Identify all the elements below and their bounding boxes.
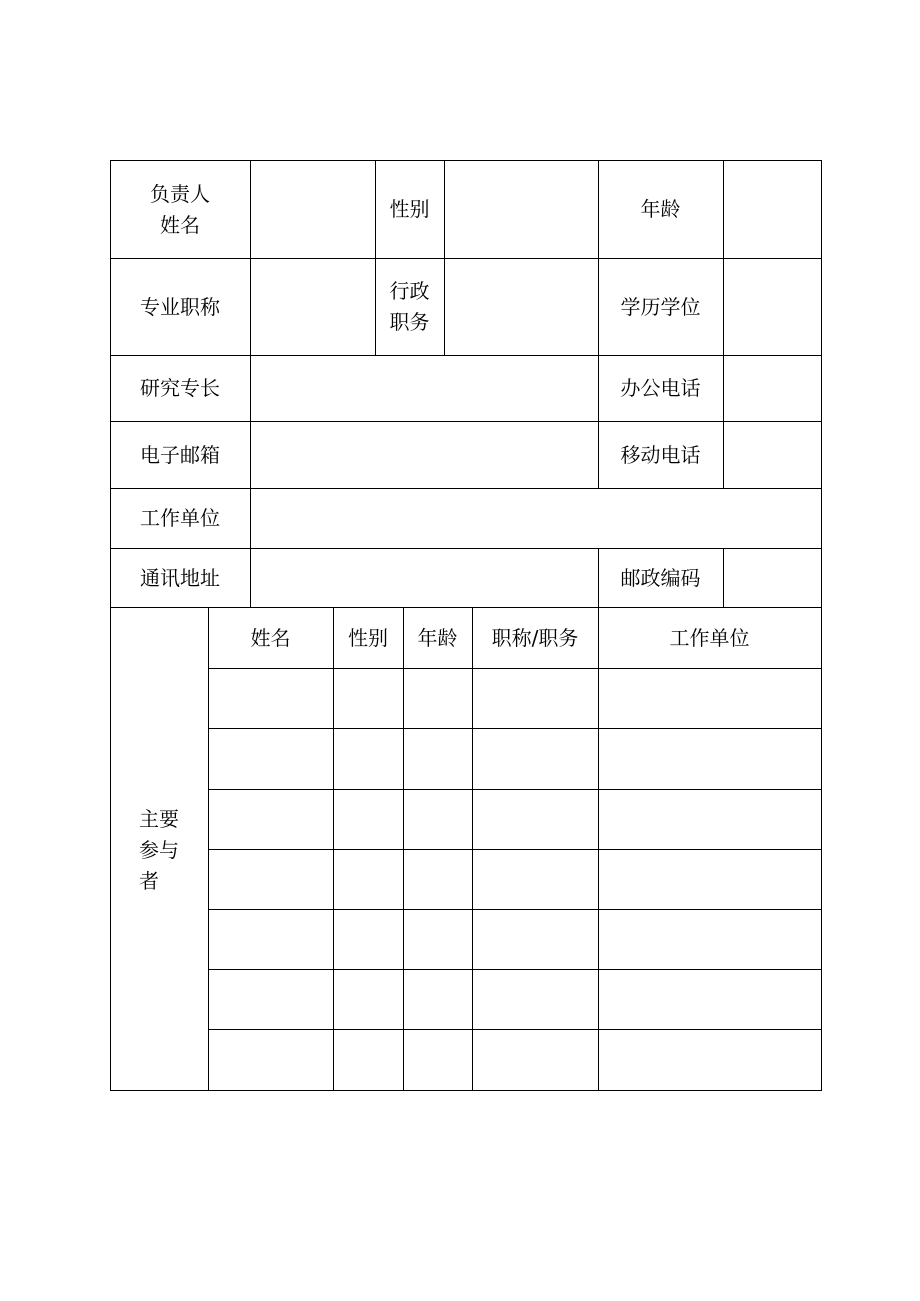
participant-age-cell[interactable]: [404, 850, 472, 909]
participants-header-age: [403, 607, 472, 668]
leader-name-label-line2: 姓名: [160, 212, 200, 237]
age-field[interactable]: [724, 161, 821, 258]
work-unit-label-text: 工作单位: [140, 506, 220, 530]
participants-label-line3: 者: [139, 868, 159, 893]
participant-gender-cell[interactable]: [334, 729, 403, 789]
participant-gender-cell[interactable]: [334, 850, 403, 909]
participant-age-cell[interactable]: [404, 970, 472, 1029]
participant-work-unit-cell[interactable]: [599, 910, 821, 969]
participant-age-cell[interactable]: [404, 1030, 472, 1090]
participant-work-unit-cell[interactable]: [599, 850, 821, 909]
mailing-address-label: [110, 548, 250, 607]
participant-work-unit-cell[interactable]: [599, 729, 821, 789]
leader-name-label: [110, 160, 250, 258]
postal-code-label-text: 邮政编码: [620, 565, 701, 590]
professional-title-field[interactable]: [251, 259, 375, 355]
postal-code-field[interactable]: [724, 549, 821, 607]
research-specialty-label-text: 研究专长: [140, 376, 220, 400]
research-specialty-field[interactable]: [251, 356, 598, 421]
participant-age-cell[interactable]: [404, 669, 472, 728]
participant-name-cell[interactable]: [209, 790, 333, 849]
admin-post-label-line1: 行政: [389, 279, 430, 303]
participant-age-cell[interactable]: [404, 729, 472, 789]
header-age-text: 年龄: [417, 625, 458, 650]
participant-title-cell[interactable]: [473, 1030, 598, 1090]
leader-name-label-line1: 负责人: [150, 181, 210, 206]
participant-name-cell[interactable]: [209, 970, 333, 1029]
participant-title-cell[interactable]: [473, 910, 598, 969]
participants-header-name: [208, 607, 333, 668]
mobile-phone-field[interactable]: [724, 422, 821, 488]
participant-age-cell[interactable]: [404, 910, 472, 969]
participant-title-cell[interactable]: [473, 729, 598, 789]
participant-work-unit-cell[interactable]: [599, 669, 821, 728]
office-phone-field[interactable]: [724, 356, 821, 421]
education-field[interactable]: [724, 259, 821, 355]
participant-gender-cell[interactable]: [334, 790, 403, 849]
age-label-text: 年龄: [640, 197, 681, 221]
mailing-address-label-text: 通讯地址: [140, 565, 220, 590]
participant-gender-cell[interactable]: [334, 669, 403, 728]
participant-title-cell[interactable]: [473, 669, 598, 728]
participants-label-line2: 参与: [139, 837, 179, 862]
participants-header-work-unit: [598, 607, 821, 668]
office-phone-label: [598, 355, 723, 421]
office-phone-label-text: 办公电话: [620, 376, 701, 400]
education-label-text: 学历学位: [620, 294, 701, 319]
admin-post-field[interactable]: [445, 259, 598, 355]
participants-label-line1: 主要: [139, 806, 179, 831]
participants-section-label: [110, 607, 208, 1090]
participant-name-cell[interactable]: [209, 850, 333, 909]
work-unit-label: [110, 488, 250, 548]
mobile-phone-label-text: 移动电话: [620, 442, 701, 467]
participant-title-cell[interactable]: [473, 790, 598, 849]
participant-name-cell[interactable]: [209, 910, 333, 969]
research-specialty-label: [110, 355, 250, 421]
participant-age-cell[interactable]: [404, 790, 472, 849]
participant-work-unit-cell[interactable]: [599, 790, 821, 849]
header-title-text: 职称/职务: [491, 625, 579, 650]
age-label: [598, 160, 723, 258]
participant-name-cell[interactable]: [209, 1030, 333, 1090]
header-work-unit-text: 工作单位: [669, 625, 750, 650]
gender-label: [375, 160, 444, 258]
admin-post-label: [375, 258, 444, 355]
participant-title-cell[interactable]: [473, 850, 598, 909]
gender-label-text: 性别: [389, 197, 430, 221]
email-field[interactable]: [251, 422, 598, 488]
participants-header-gender: [333, 607, 403, 668]
education-label: [598, 258, 723, 355]
mailing-address-field[interactable]: [251, 549, 598, 607]
participant-gender-cell[interactable]: [334, 970, 403, 1029]
admin-post-label-line2: 职务: [389, 310, 430, 334]
email-label: [110, 421, 250, 488]
participants-header-title: [472, 607, 598, 668]
header-name-text: 姓名: [250, 625, 291, 650]
work-unit-field[interactable]: [251, 489, 821, 548]
professional-title-label-text: 专业职称: [140, 294, 220, 319]
participant-gender-cell[interactable]: [334, 1030, 403, 1090]
participant-gender-cell[interactable]: [334, 910, 403, 969]
leader-name-field[interactable]: [251, 161, 375, 258]
participant-name-cell[interactable]: [209, 669, 333, 728]
participant-work-unit-cell[interactable]: [599, 970, 821, 1029]
participant-work-unit-cell[interactable]: [599, 1030, 821, 1090]
email-label-text: 电子邮箱: [140, 442, 220, 467]
professional-title-label: [110, 258, 250, 355]
postal-code-label: [598, 548, 723, 607]
header-gender-text: 性别: [348, 625, 388, 650]
gender-field[interactable]: [445, 161, 598, 258]
participant-name-cell[interactable]: [209, 729, 333, 789]
mobile-phone-label: [598, 421, 723, 488]
participant-title-cell[interactable]: [473, 970, 598, 1029]
